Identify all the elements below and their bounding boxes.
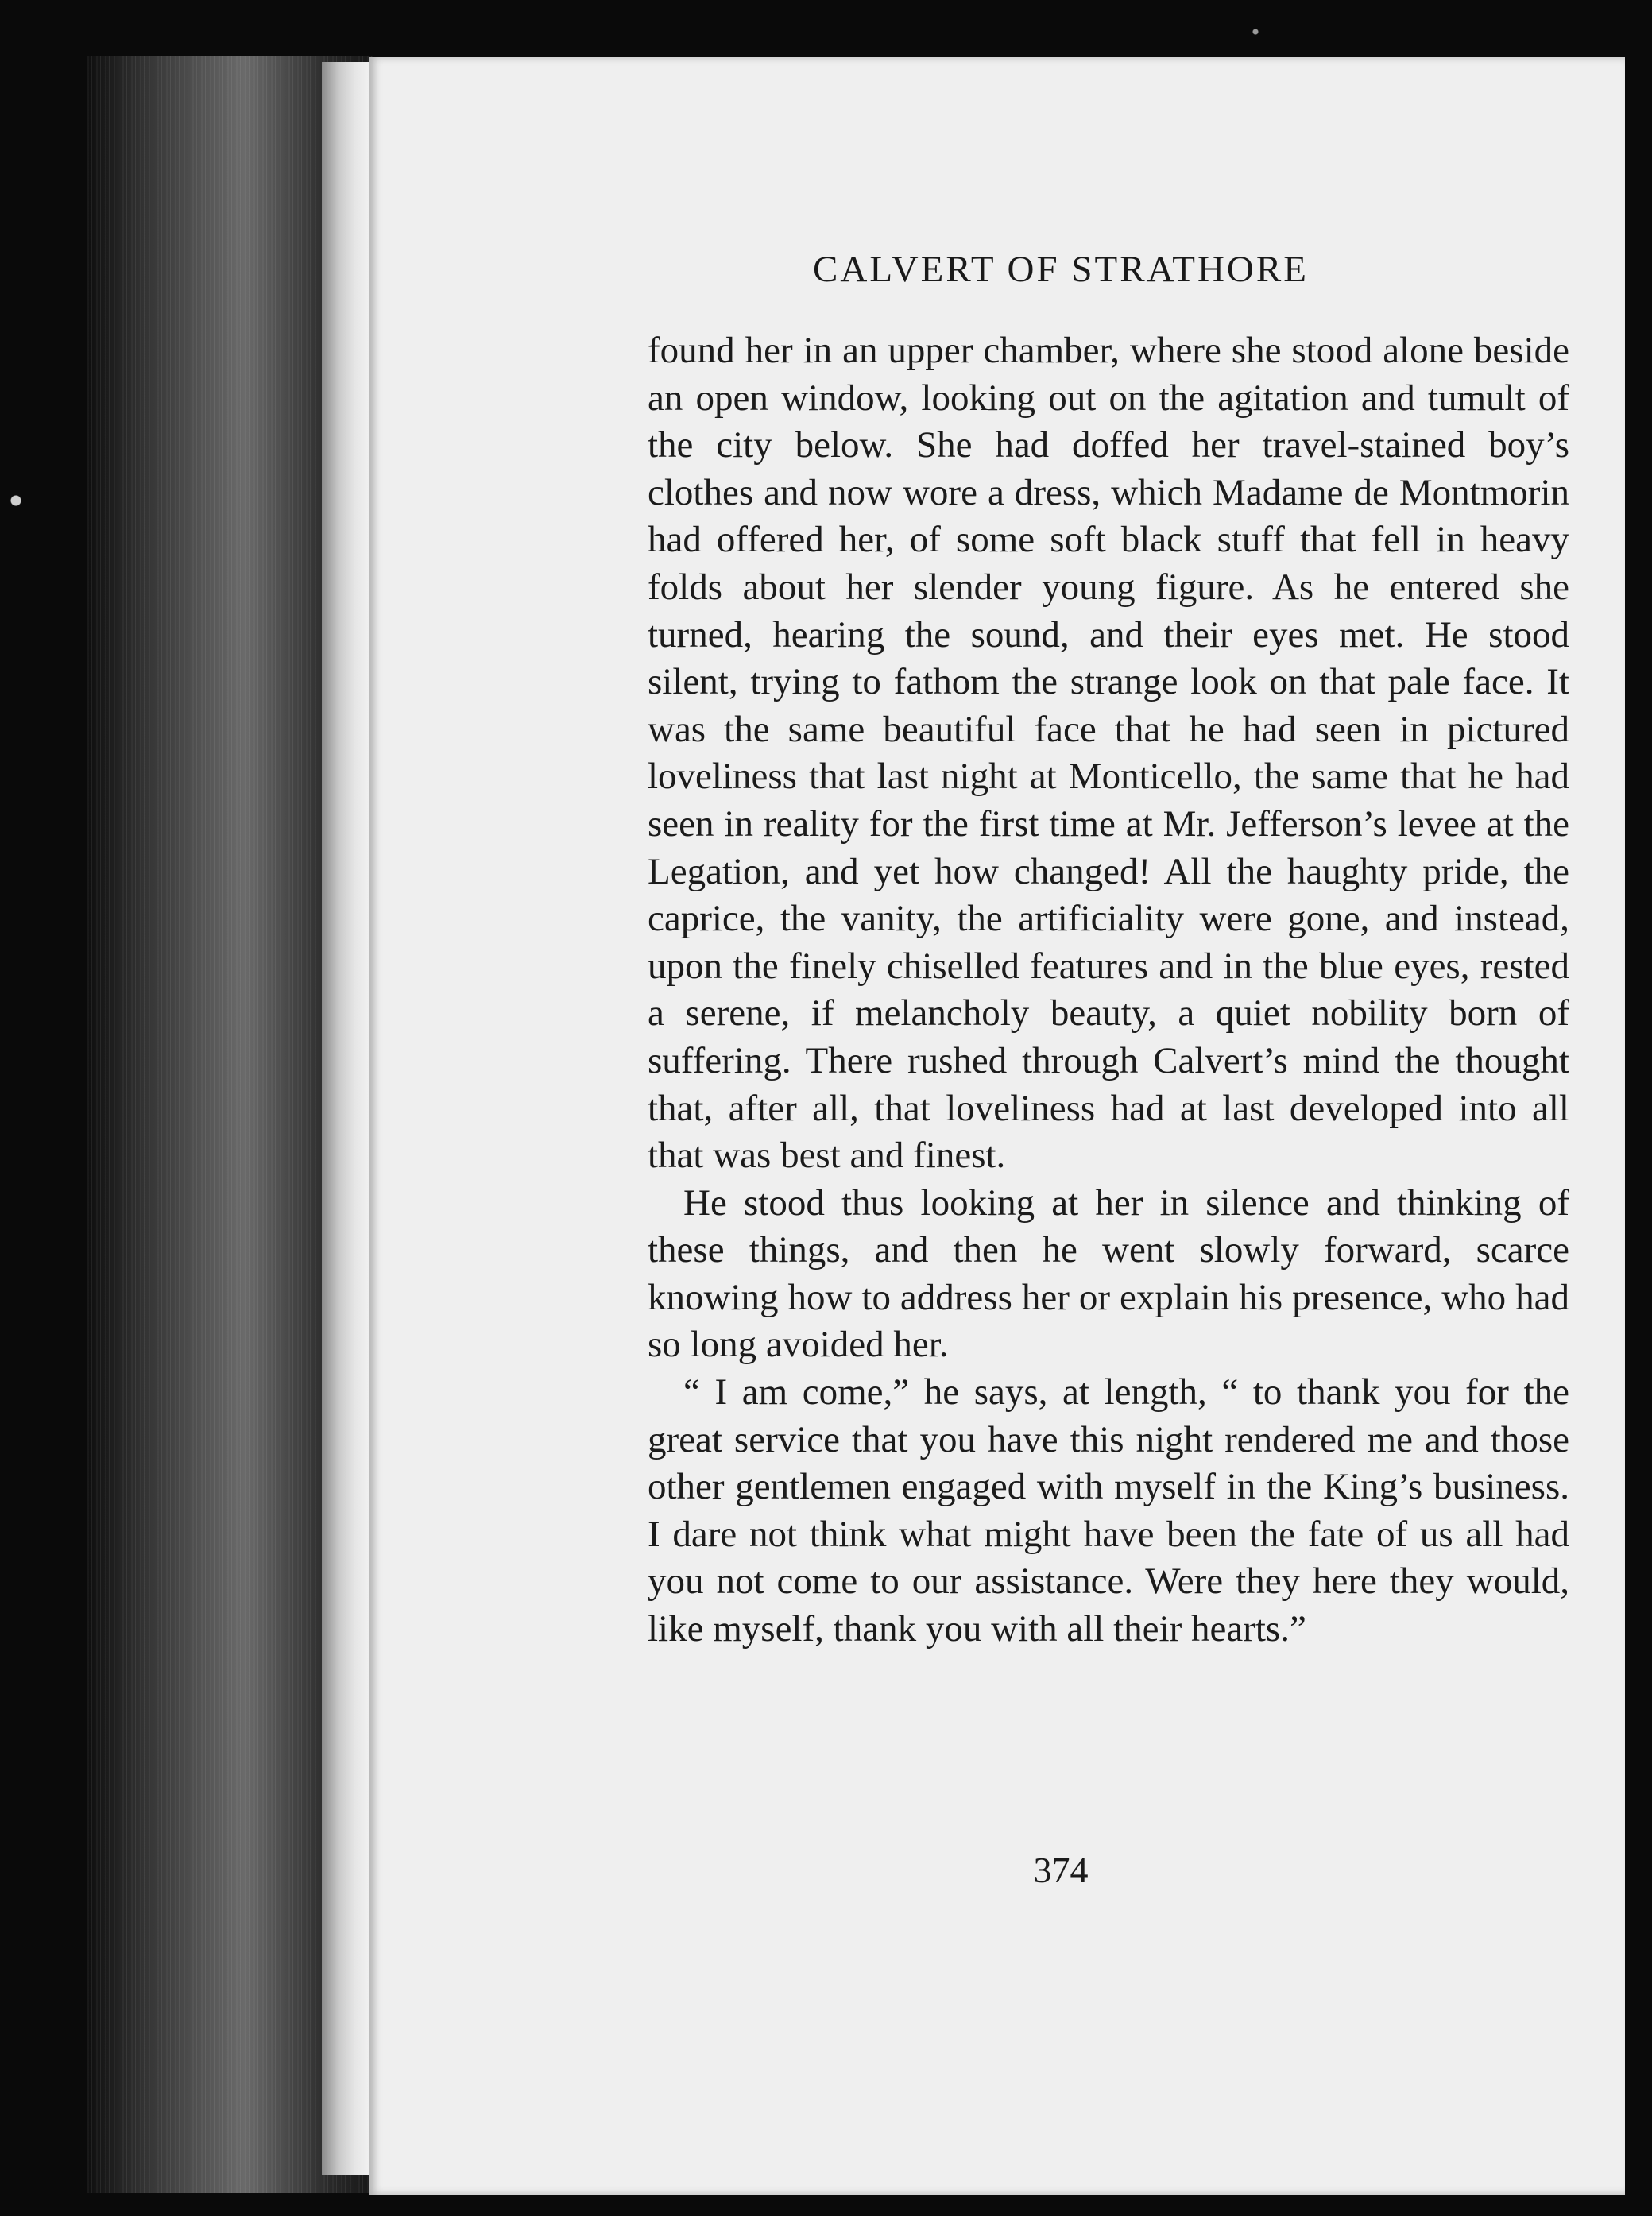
paragraph-1: found her in an upper chamber, where she stood alone beside an open window, looking out on the agitation and tumult of the city below. She had doffed her travel-stained boy’s clothes and now wore a dress, which Madame de Montmorin had offered her, of some soft black stuff that fell in heavy folds about her slender young figure. As he entered she turned, hearing the sound, and their eyes met. He stood silent, trying to fathom the strange look on that pale face. It was the same beautiful face that he had seen in pictured loveliness that last night at Monticello, the same that he had seen in reality for the first time at Mr. Jefferson’s levee at the Legation, and yet how changed! All the haughty pride, the caprice, the vanity, the artificiality were gone, and instead, upon the finely chiselled features and in the blue eyes, rested a serene, if melancholy beauty, a quiet nobility born of suffering. There rushed through Calvert’s mind the thought that, after all, that loveliness had at last developed into all that was best and finest.: [648, 330, 1569, 1177]
running-head: CALVERT OF STRATHORE: [813, 249, 1309, 290]
body-text: [648, 327, 1569, 1653]
book-page: [369, 57, 1625, 2195]
page-gutter: [322, 62, 369, 2175]
paragraph-3: “ I am come,” he says, at length, “ to thank you for the great service that you have this night rendered me and those other gentlemen engaged with myself in the King’s business. I dare not think what might have been the fate of us all had you not come to our assistance. Were they here they would, like myself, thank you with all their hearts.”: [648, 1371, 1569, 1650]
paragraph-2: He stood thus looking at her in silence and thinking of these things, and then he went slowly forward, scarce knowing how to address her or explain his presence, who had so long avoided her.: [648, 1181, 1569, 1366]
page-number: 374: [1033, 1850, 1089, 1890]
